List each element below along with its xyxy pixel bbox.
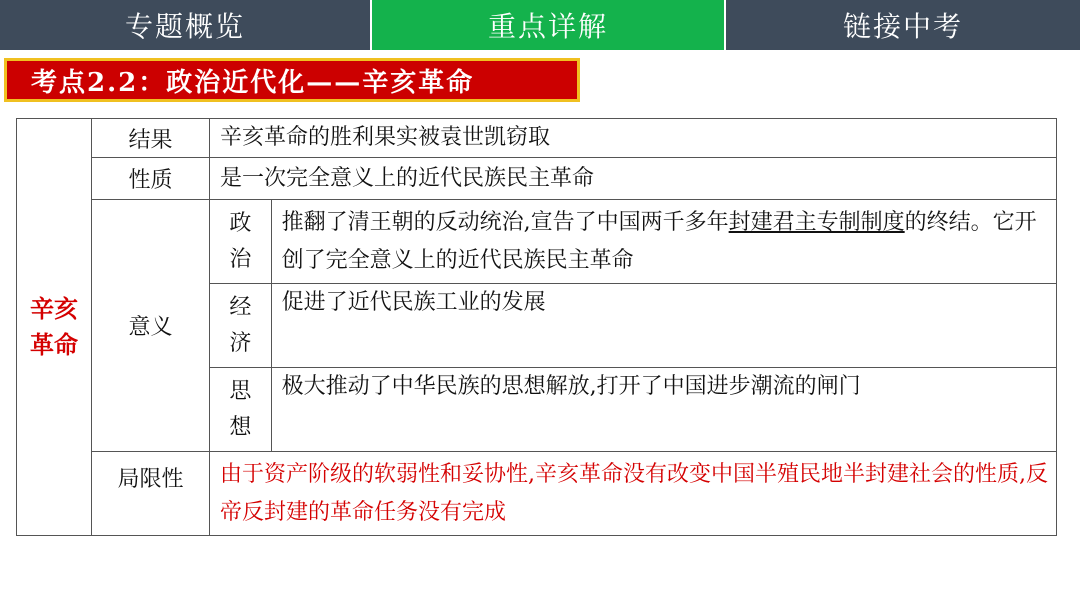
tab-key-points[interactable]: 重点详解 bbox=[370, 0, 726, 50]
tab-exam-link[interactable]: 链接中考 bbox=[726, 0, 1080, 50]
politics-text bbox=[271, 200, 1056, 284]
subject-line-2: 革命 bbox=[30, 330, 78, 359]
economy-label-line-2: 济 bbox=[229, 330, 252, 356]
result-text: 辛亥革命的胜利果实被袁世凯窃取 bbox=[210, 119, 1057, 158]
politics-text-part-a: 推翻了清王朝的反动统治,宣告了中国两千多年 bbox=[281, 209, 729, 235]
result-label: 结果 bbox=[92, 119, 210, 158]
content-table bbox=[16, 118, 1057, 536]
limitation-text: 由于资产阶级的软弱性和妥协性,辛亥革命没有改变中国半殖民地半封建社会的性质,反帝反封建的革命任务没有完成 bbox=[210, 452, 1057, 536]
content-table-wrapper bbox=[16, 118, 1057, 536]
economy-label bbox=[210, 284, 272, 368]
nature-text: 是一次完全意义上的近代民族民主革命 bbox=[210, 158, 1057, 200]
thought-label bbox=[210, 368, 272, 452]
politics-label-line-2: 治 bbox=[229, 246, 252, 272]
politics-text-part-b: 的终结。它开创了完全意义上的近代民族民主革命 bbox=[281, 209, 1037, 273]
thought-text: 极大推动了中华民族的思想解放,打开了中国进步潮流的闸门 bbox=[271, 368, 1056, 452]
economy-label-line-1: 经 bbox=[229, 294, 252, 320]
nature-label: 性质 bbox=[92, 158, 210, 200]
politics-label bbox=[210, 200, 272, 284]
politics-text-underlined: 封建君主专制制度 bbox=[728, 209, 905, 235]
economy-text: 促进了近代民族工业的发展 bbox=[271, 284, 1056, 368]
significance-label: 意义 bbox=[92, 200, 210, 452]
thought-label-line-1: 思 bbox=[229, 378, 252, 404]
thought-label-line-2: 想 bbox=[229, 414, 252, 440]
subject-line-1: 辛亥 bbox=[30, 294, 78, 323]
politics-label-line-1: 政 bbox=[229, 210, 252, 236]
subject-cell bbox=[17, 119, 92, 536]
top-nav-tabs bbox=[0, 0, 1080, 50]
limitation-label: 局限性 bbox=[92, 452, 210, 536]
tab-overview[interactable]: 专题概览 bbox=[0, 0, 370, 50]
section-heading: 考点2.2：政治近代化——辛亥革命 bbox=[4, 58, 580, 102]
